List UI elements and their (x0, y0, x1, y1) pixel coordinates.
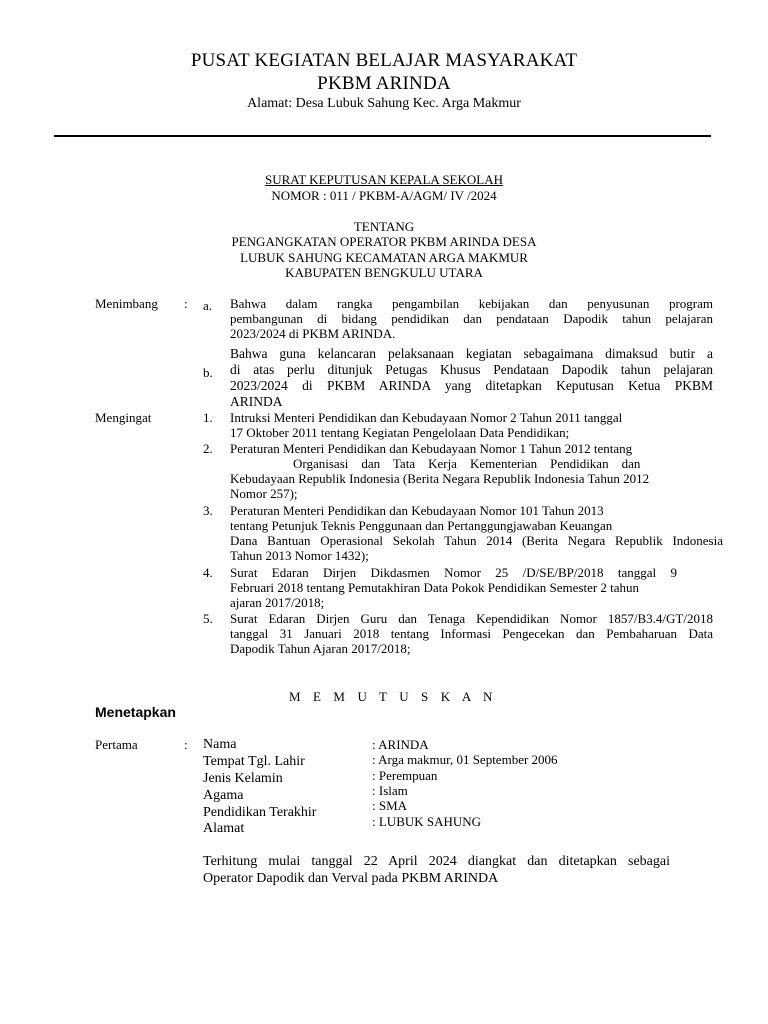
text-line: di atas perlu ditunjuk Petugas Khusus Pendataan Dapodik tahun pelajaran (230, 362, 713, 377)
field-name-label: Nama (203, 737, 237, 752)
organization-name: PKBM ARINDA (317, 73, 451, 94)
mengingat-item-5 (230, 611, 713, 656)
text-line: Februari 2018 tentang Pemutakhiran Data Pokok Pendidikan Semester 2 tahun (230, 580, 640, 595)
menimbang-label: Menimbang (95, 296, 158, 311)
field-address-value: : LUBUK SAHUNG (372, 814, 482, 829)
text-line: Peraturan Menteri Pendidikan dan Kebudayaan Nomor 101 Tahun 2013 (230, 503, 604, 518)
field-gender-label: Jenis Kelamin (203, 771, 283, 786)
field-address-label: Alamat (203, 821, 245, 836)
field-birth-label: Tempat Tgl. Lahir (203, 754, 305, 769)
text-line: tanggal 31 Januari 2018 tentang Informasi Pengecekan dan Pembaharuan Data (230, 626, 713, 641)
field-birth-value: : Arga makmur, 01 September 2006 (372, 752, 558, 767)
field-religion-label: Agama (203, 788, 244, 803)
mengingat-item-2 (230, 441, 723, 501)
menimbang-item-a (230, 296, 713, 341)
text-line: ajaran 2017/2018; (230, 595, 325, 610)
text-line: Kebudayaan Republik Indonesia (Berita Negara Republik Indonesia Tahun 2012 (230, 471, 650, 486)
decree-subject-line: KABUPATEN BENGKULU UTARA (285, 265, 483, 280)
text-line: pembangunan di bidang pendidikan dan pendataan Dapodik tahun pelajaran (230, 311, 713, 326)
text-line: Nomor 257); (230, 486, 298, 501)
field-gender-value: : Perempuan (372, 768, 438, 783)
menimbang-marker-b: b. (203, 365, 213, 380)
text-line: Terhitung mulai tanggal 22 April 2024 diangkat dan ditetapkan sebagai (203, 854, 670, 869)
text-line: Dana Bantuan Operasional Sekolah Tahun 2014 (Berita Negara Republik Indonesia (230, 533, 723, 548)
mengingat-marker-5: 5. (203, 611, 213, 626)
text-line: 2023/2024 di PKBM ARINDA. (230, 326, 396, 341)
field-religion-value: : Islam (372, 783, 408, 798)
text-line: 2023/2024 di PKBM ARINDA yang ditetapkan Keputusan Ketua PKBM (230, 378, 713, 393)
institution-title: PUSAT KEGIATAN BELAJAR MASYARAKAT (190, 50, 578, 71)
text-line: Surat Edaran Dirjen Dikdasmen Nomor 25 /D/SE/BP/2018 tanggal 9 (230, 565, 677, 580)
field-name-value: : ARINDA (372, 737, 429, 752)
text-line: Dapodik Tahun Ajaran 2017/2018; (230, 641, 411, 656)
field-education-value: : SMA (372, 798, 408, 813)
decree-number: NOMOR : 011 / PKBM-A/AGM/ IV /2024 (271, 188, 497, 203)
mengingat-item-4 (230, 565, 677, 610)
appointment-statement (203, 853, 670, 887)
pertama-colon: : (184, 737, 188, 752)
menimbang-colon: : (184, 296, 188, 311)
text-line: Operator Dapodik dan Verval pada PKBM ARINDA (203, 871, 499, 886)
decree-title: SURAT KEPUTUSAN KEPALA SEKOLAH (264, 172, 503, 187)
decree-subject-line: PENGANGKATAN OPERATOR PKBM ARINDA DESA (231, 234, 537, 249)
decree-tentang: TENTANG (353, 219, 415, 234)
mengingat-item-1 (230, 410, 713, 440)
text-line: Peraturan Menteri Pendidikan dan Kebudayaan Nomor 1 Tahun 2012 tentang (230, 441, 633, 456)
mengingat-label: Mengingat (95, 410, 152, 425)
text-line: tentang Petunjuk Teknis Penggunaan dan Pertanggungjawaban Keuangan (230, 518, 613, 533)
mengingat-marker-4: 4. (203, 565, 213, 580)
text-line: Surat Edaran Dirjen Guru dan Tenaga Kependidikan Nomor 1857/B3.4/GT/2018 (230, 611, 713, 626)
menetapkan-label: Menetapkan (95, 704, 176, 720)
menimbang-item-b (230, 346, 713, 410)
field-education-label: Pendidikan Terakhir (203, 805, 317, 820)
text-line: Bahwa dalam rangka pengambilan kebijakan dan penyusunan program (230, 296, 713, 311)
memutuskan-heading: M E M U T U S K A N (289, 689, 497, 704)
menimbang-marker-a: a. (203, 298, 213, 313)
mengingat-item-3 (230, 503, 723, 563)
mengingat-marker-3: 3. (203, 503, 213, 518)
pertama-label: Pertama (95, 737, 138, 752)
text-line: Bahwa guna kelancaran pelaksanaan kegiatan sebagaimana dimaksud butir a (230, 346, 713, 361)
text-line: 17 Oktober 2011 tentang Kegiatan Pengelolaan Data Pendidikan; (230, 425, 570, 440)
text-line: ARINDA (230, 394, 283, 409)
organization-address: Alamat: Desa Lubuk Sahung Kec. Arga Makmur (247, 96, 521, 111)
mengingat-marker-2: 2. (203, 441, 213, 456)
text-line: Organisasi dan Tata Kerja Kementerian Pendidikan dan (293, 456, 641, 471)
mengingat-marker-1: 1. (203, 410, 213, 425)
letterhead-divider (54, 135, 711, 137)
text-line: Intruksi Menteri Pendidikan dan Kebudayaan Nomor 2 Tahun 2011 tanggal (230, 410, 623, 425)
text-line: Tahun 2013 Nomor 1432); (230, 548, 369, 563)
decree-subject-line: LUBUK SAHUNG KECAMATAN ARGA MAKMUR (240, 250, 528, 265)
